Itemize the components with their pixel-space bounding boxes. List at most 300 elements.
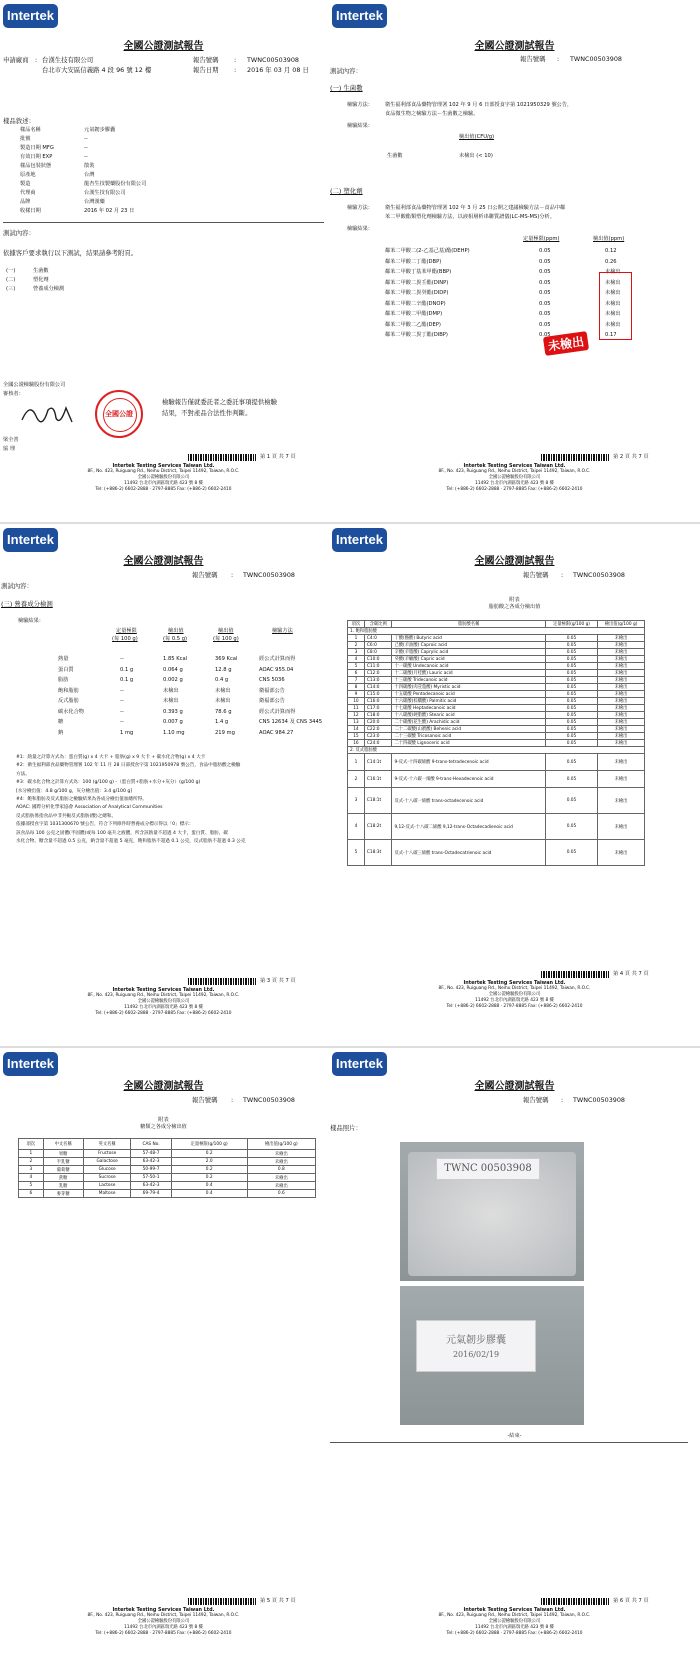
loq-value: 0.05 (539, 321, 551, 328)
table-row (19, 1182, 316, 1190)
sugar-cell: 0.4 (171, 1182, 247, 1190)
footer-tel: Tel: (+886-2) 6602-2888 · 2797-8885 Fax: (+886-2) 6602-2410 (446, 1631, 583, 1636)
loq-value: -- (120, 687, 124, 694)
found-value: 0.12 (605, 248, 617, 254)
row-num: 3 (348, 788, 365, 814)
carbon-ratio: C17:0 (364, 705, 392, 712)
signer-title: 協 理 (3, 446, 16, 452)
colon: : (231, 571, 234, 579)
sugar-cell: 果糖 (43, 1150, 83, 1158)
table-header: 項次 (348, 621, 365, 628)
note-line: 該食品每 100 公克之固體(半固體)或每 100 毫升之液體，所含該熱量不超過 4 大卡，蛋白質、脂肪、碳 (16, 830, 228, 836)
page-title: 全國公證測試報告 (123, 556, 204, 567)
found-value: 未檢出 (598, 740, 645, 747)
sample-photo-2 (400, 1286, 584, 1425)
table-header: 英文名稱 (83, 1139, 131, 1150)
fatty-acid-name: 二十四碳酸 Lignoceric acid (392, 740, 545, 747)
fatty-acid-name: 二十碳酸(花生酸) Arachidic acid (392, 719, 545, 726)
found-value: 0.26 (605, 258, 617, 265)
page-title: 全國公證測試報告 (123, 1081, 204, 1092)
footer-address: 8F., No. 423, Ruiguang Rd., Neihu District, Taipei 11492, Taiwan, R.O.C. (87, 993, 240, 998)
fatty-acid-name: 反式-十八碳三烯酸 trans-Octadecatrienoic acid (392, 840, 545, 866)
report-no-label: 報告號碼 (523, 571, 549, 579)
method-text: 食品微生物之檢驗方法－生菌數之檢驗。 (385, 111, 479, 117)
field-value: 2016 年 02 月 23 日 (84, 208, 135, 214)
footer (329, 463, 700, 493)
sugar-cell: 0.2 (171, 1166, 247, 1174)
table-row (19, 1166, 316, 1174)
table-header: 項次 (19, 1139, 44, 1150)
loq-value: 0.05 (545, 740, 597, 747)
field-value: 元氣韌步膠囊 (84, 127, 116, 133)
reviewer-label: 審核者： (3, 391, 24, 397)
carbon-ratio: C14:0 (364, 684, 392, 691)
item-name: 生菌數 (387, 153, 403, 159)
sugar-cell: Glucose (83, 1166, 131, 1174)
method-label: 檢驗方法： (347, 205, 373, 211)
found-per-100g: 0.4 g (215, 677, 229, 683)
column-header: 檢驗方法 (272, 628, 293, 634)
found-value: 未檢出 (598, 691, 645, 698)
loq-value: 0.05 (545, 712, 597, 719)
sugar-cell: 蔗糖 (43, 1174, 83, 1182)
row-num: 12 (348, 712, 365, 719)
footer-cn-address: 11492 台北市內湖區瑞光路 423 號 8 樓 (475, 998, 554, 1003)
loq-value: 0.05 (539, 311, 551, 317)
note-line: #2：衛生福利部食品藥物管理署 102 年 11 月 28 日部授食字第 1021950978 號公告，食品中脂肪酸之檢驗 (16, 763, 241, 769)
column-header: 檢出值 (218, 628, 234, 634)
table-row (348, 705, 645, 712)
row-num: 6 (348, 670, 365, 677)
sugar-cell: 葡萄糖 (43, 1166, 83, 1174)
barcode (541, 971, 609, 978)
found-value: 未檢出 (598, 719, 645, 726)
table-header: 中文名稱 (43, 1139, 83, 1150)
report-page-1 (0, 0, 327, 520)
report-no: TWNC00503908 (247, 56, 299, 64)
found-value: 未檢出 (598, 814, 645, 840)
test-name: 生菌數 (33, 268, 49, 274)
fatty-acid-name: 反式-十八碳一烯酸 trans-octadecenoic acid (392, 788, 545, 814)
plasticizer-name: 鄰苯二甲酸二丁酯(DBP) (385, 258, 442, 265)
row-num: 8 (348, 684, 365, 691)
sugar-cell: 1 (19, 1150, 44, 1158)
fatty-acid-table (347, 620, 645, 866)
column-header: 檢出值(ppm) (593, 236, 625, 242)
found-per-100g: 12.8 g (215, 666, 232, 673)
fatty-acid-name: 十二碳酸(月桂酸) Lauric acid (392, 670, 545, 677)
field-label: 製造日期 MFG (20, 145, 54, 151)
sugar-cell: 57-50-1 (131, 1174, 171, 1182)
loq-value: 1 mg (120, 729, 134, 736)
result-label: 檢驗結果： (347, 226, 373, 232)
field-label: 製造 (20, 181, 31, 187)
column-header: (每 100 g) (213, 636, 239, 642)
applicant-address: 台北市大安區信義路 4 段 96 號 12 樓 (42, 66, 152, 74)
found-per-serving: 未檢出 (163, 698, 179, 704)
loq-value: -- (120, 708, 124, 715)
found-per-100g: 1.4 g (215, 719, 229, 725)
footer-tel: Tel: (+886-2) 6602-2888 · 2797-8885 Fax: (+886-2) 6602-2410 (446, 487, 583, 492)
found-value: 未檢出 (598, 754, 645, 771)
fatty-acid-name: 十八碳酸(硬脂酸) Stearic acid (392, 712, 545, 719)
row-num: 10 (348, 698, 365, 705)
footer-tel: Tel: (+886-2) 6602-2888 · 2797-8885 Fax: (+886-2) 6602-2410 (95, 1011, 232, 1016)
sugar-cell: 4 (19, 1174, 44, 1182)
table-caption: 糖類之各成分檢出值 (140, 1124, 187, 1130)
fatty-acid-name: 十三碳酸 Tridecanoic acid (392, 677, 545, 684)
found-value: 未檢出 (605, 290, 621, 296)
fatty-acid-name: 二十二碳酸(山嵛酸) Behenic acid (392, 726, 545, 733)
found-per-serving: 1.85 Kcal (163, 656, 188, 662)
section-heading: (三) 營養成分檢測 (1, 600, 53, 608)
test-name: 塑化劑 (33, 277, 49, 283)
disclaimer-line-2: 結果，不對產品合法性作判斷。 (162, 409, 252, 417)
footer-cn-address: 11492 台北市內湖區瑞光路 423 號 8 樓 (475, 481, 554, 486)
table-row (348, 712, 645, 719)
applicant-name: 台漢生技有限公司 (42, 56, 94, 64)
group-header: 2. 反式脂肪酸 (348, 747, 645, 754)
divider (3, 222, 324, 223)
loq-value: 0.05 (545, 691, 597, 698)
table-row (348, 788, 645, 814)
carbon-ratio: C4:0 (364, 635, 392, 642)
sugar-cell: 半乳糖 (43, 1158, 83, 1166)
fatty-acid-name: 9-反式-十四碳烯酸 9-trans-tetradecenoic acid (392, 754, 545, 771)
photo-label: 樣品照片： (330, 1124, 362, 1132)
section-heading: (一) 生菌數 (330, 84, 363, 92)
barcode (188, 1598, 256, 1605)
intertek-logo: Intertek (332, 1052, 387, 1076)
field-label: 代理商 (20, 190, 36, 196)
intertek-logo: Intertek (3, 1052, 58, 1076)
sugar-cell: 63-42-3 (131, 1158, 171, 1166)
table-header: 含碳比例 (364, 621, 392, 628)
group-header: 1. 飽和脂肪酸 (348, 628, 645, 635)
fatty-acid-name: 十四碳酸(肉荳蔻酸) Myristic acid (392, 684, 545, 691)
field-value: 龍杏生技製藥股份有限公司 (84, 181, 147, 187)
note-line: 水化合物、糖含量不超過 0.5 公克，鈉含量不超過 5 毫克，飽和脂肪不超過 0.1 公克，反式脂肪不超過 0.3 公克 (16, 839, 246, 844)
row-num: 4 (348, 656, 365, 663)
footer-cn-company: 全國公證檢驗股份有限公司 (137, 999, 190, 1004)
note-line: AOAC: 國際分析化學家協會 Association of Analytical Communities (16, 805, 163, 811)
table-row (348, 733, 645, 740)
carbon-ratio: C12:0 (364, 670, 392, 677)
found-value: 未檢出 (598, 677, 645, 684)
report-page-4 (329, 524, 700, 1044)
colon: : (557, 55, 560, 63)
found-per-serving: 0.393 g (163, 708, 183, 715)
footer-tel: Tel: (+886-2) 6602-2888 · 2797-8885 Fax: (+886-2) 6602-2410 (95, 1631, 232, 1636)
table-row (19, 1174, 316, 1182)
sugar-cell: 乳糖 (43, 1182, 83, 1190)
loq-value: 0.05 (539, 290, 551, 296)
found-value: 未檢出 (598, 684, 645, 691)
test-label: 測試內容： (1, 582, 33, 590)
sugar-cell: Fructose (83, 1150, 131, 1158)
sugar-cell: 麥芽糖 (43, 1190, 83, 1198)
field-label: 樣品包裝狀態 (20, 163, 52, 169)
row-num: 11 (348, 705, 365, 712)
sugar-cell: 5 (19, 1182, 44, 1190)
found-value: 未檢出 (598, 705, 645, 712)
carbon-ratio: C24:0 (364, 740, 392, 747)
loq-value: 0.05 (545, 635, 597, 642)
nutrient-name: 脂肪 (58, 677, 69, 683)
footer-tel: Tel: (+886-2) 6602-2888 · 2797-8885 Fax: (+886-2) 6602-2410 (95, 487, 232, 492)
page-number: 第 5 頁 共 7 頁 (260, 1598, 296, 1604)
footer (329, 1607, 700, 1637)
found-value: 未檢出 (605, 269, 621, 275)
found-value: 未檢出 (605, 321, 621, 328)
carbon-ratio: C15:0 (364, 691, 392, 698)
found-value: 未檢出 (598, 649, 645, 656)
sugar-cell: 50-99-7 (131, 1166, 171, 1174)
footer-cn-address: 11492 台北市內湖區瑞光路 423 號 8 樓 (124, 1625, 203, 1630)
row-num: 1 (348, 754, 365, 771)
method: 衛福部公告 (259, 698, 285, 704)
loq-value: -- (120, 656, 124, 662)
fatty-acid-name: 9,12-反式-十八碳二烯酸 9,12-trans-Octadecadienoic acid (392, 814, 545, 840)
row-num: 14 (348, 726, 365, 733)
carbon-ratio: C6:0 (364, 642, 392, 649)
table-header: 檢出值(g/100 g) (247, 1139, 315, 1150)
footer (329, 980, 700, 1010)
row-num: 4 (348, 814, 365, 840)
field-value: -- (84, 136, 88, 142)
footer-company: Intertek Testing Services Taiwan Ltd. (112, 463, 215, 469)
method-text: 衛生福利部食品藥物管理署 102 年 9 月 6 日部授食字第 1021950329 號公告， (385, 102, 573, 108)
table-row (348, 642, 645, 649)
end-marker: -結束- (507, 1433, 522, 1439)
sugar-cell: 2 (19, 1158, 44, 1166)
found-value: 未檢出 (605, 279, 621, 286)
report-page-6 (329, 1048, 700, 1680)
found-value: 未檢出 (598, 698, 645, 705)
report-no-label: 報告號碼 (192, 571, 218, 579)
nutrient-name: 蛋白質 (58, 666, 74, 673)
barcode (188, 978, 256, 985)
colon: : (231, 1096, 234, 1104)
sugar-cell: 57-48-7 (131, 1150, 171, 1158)
plasticizer-name: 鄰苯二甲酸二辛酯(DNOP) (385, 300, 446, 307)
table-row (348, 649, 645, 656)
sugar-cell: 63-42-3 (131, 1182, 171, 1190)
sugar-cell: 未檢出 (247, 1182, 315, 1190)
column-header: 檢出值 (168, 628, 184, 634)
field-value: -- (84, 145, 88, 151)
test-header: 測試內容： (3, 229, 35, 237)
fatty-acid-name: 辛酸(羊脂酸) Caprylic acid (392, 649, 545, 656)
table-header: 脂肪酸名稱 (392, 621, 545, 628)
method: CNS 12634 及 CNS 3445 (259, 719, 323, 725)
carbon-ratio: C18:2t (364, 814, 392, 840)
footer-address: 8F., No. 423, Ruiguang Rd., Neihu District, Taipei 11492, Taiwan, R.O.C. (87, 469, 240, 474)
loq-value: 0.05 (545, 754, 597, 771)
sample-header: 樣品敘述： (3, 117, 35, 125)
colon: : (561, 571, 564, 579)
field-value: 台灣漢藥 (84, 199, 105, 205)
loq-value: 0.05 (539, 332, 551, 338)
footer-company: Intertek Testing Services Taiwan Ltd. (112, 1607, 215, 1613)
test-label: 測試內容： (330, 67, 362, 75)
plasticizer-name: 鄰苯二甲酸二(2-乙基己基)酯(DEHP) (385, 248, 470, 254)
row-num: 15 (348, 733, 365, 740)
table-row (348, 740, 645, 747)
carbon-ratio: C18:0 (364, 712, 392, 719)
plasticizer-name: 鄰苯二甲酸丁基苯甲酯(BBP) (385, 269, 452, 275)
note-line: #4：飽和脂肪及反式脂肪之檢驗結果為各成分檢出值加總所得。 (16, 797, 147, 802)
method: AOAC 984.27 (259, 729, 294, 736)
loq-value: 0.05 (539, 279, 551, 286)
footer-company: Intertek Testing Services Taiwan Ltd. (112, 987, 215, 993)
table-row (348, 670, 645, 677)
method: CNS 5036 (259, 677, 285, 683)
loq-value: 0.05 (545, 719, 597, 726)
fatty-acid-name: 十五碳酸 Pentadecanoic acid (392, 691, 545, 698)
row-num: 2 (348, 642, 365, 649)
test-name: 營養成分檢測 (33, 286, 65, 292)
report-no-label: 報告號碼 (192, 1096, 218, 1104)
intertek-logo: Intertek (3, 528, 58, 552)
sugar-cell: Galactose (83, 1158, 131, 1166)
colon: : (35, 56, 38, 64)
table-header: 定量極限(g/100 g) (545, 621, 597, 628)
row-num: 7 (348, 677, 365, 684)
found-per-100g: 369 Kcal (215, 656, 238, 662)
intertek-logo: Intertek (332, 528, 387, 552)
field-value: 散裝 (84, 163, 95, 169)
disclaimer-line-1: 檢驗報告僅就委託者之委託事項提供檢驗 (162, 398, 278, 406)
highlight-box (599, 272, 632, 340)
fatty-acid-name: 癸酸(羊蠟酸) Capric acid (392, 656, 545, 663)
field-label: 有效日期 EXP (20, 154, 53, 160)
table-caption: 附表 (509, 597, 520, 603)
sample-photo-1 (400, 1142, 584, 1281)
row-num: 2 (348, 771, 365, 788)
sugar-cell: 2.0 (171, 1158, 247, 1166)
colon: : (234, 56, 237, 64)
carbon-ratio: C11:0 (364, 663, 392, 670)
found-per-serving: 0.002 g (163, 677, 183, 683)
loq-value: 0.05 (545, 814, 597, 840)
table-header: CAS No. (131, 1139, 171, 1150)
loq-value: -- (120, 719, 124, 725)
page-title: 全國公證測試報告 (474, 556, 555, 567)
found-value: 未檢出 (598, 663, 645, 670)
column-header: (每 0.5 g) (163, 636, 188, 642)
table-header: 檢出值(g/100 g) (598, 621, 645, 628)
note-line: 方法。 (16, 771, 30, 777)
field-label: 原產地 (20, 172, 36, 178)
carbon-ratio: C16:1t (364, 771, 392, 788)
column-header: (每 100 g) (112, 636, 138, 642)
sugar-cell: Maltose (83, 1190, 131, 1198)
footer-tel: Tel: (+886-2) 6602-2888 · 2797-8885 Fax: (+886-2) 6602-2410 (446, 1004, 583, 1009)
report-no: TWNC00503908 (570, 55, 622, 63)
sugar-cell: 0.2 (171, 1150, 247, 1158)
sample-name: 元氣韌步膠囊 (446, 1335, 506, 1346)
footer-address: 8F., No. 423, Ruiguang Rd., Neihu District, Taipei 11492, Taiwan, R.O.C. (438, 986, 591, 991)
footer-cn-company: 全國公證檢驗股份有限公司 (137, 1619, 190, 1624)
found-value: 未檢出 (598, 726, 645, 733)
found-per-serving: 0.007 g (163, 719, 183, 725)
footer-cn-address: 11492 台北市內湖區瑞光路 423 號 8 樓 (124, 481, 203, 486)
fatty-acid-name: 十六碳酸(棕櫚酸) Palmitic acid (392, 698, 545, 705)
table-row (348, 754, 645, 771)
method-text: 衛生福利部食品藥物管理署 102 年 3 月 25 日公開之建議檢驗方法－食品中鄰 (385, 205, 566, 211)
field-value: 台漢生技有限公司 (84, 190, 126, 196)
loq-value: 0.05 (545, 726, 597, 733)
plasticizer-name: 鄰苯二甲酸二異壬酯(DINP) (385, 279, 449, 286)
report-no: TWNC00503908 (573, 1096, 625, 1104)
table-row (348, 656, 645, 663)
table-row (348, 691, 645, 698)
found-value: 未檢出 (598, 771, 645, 788)
note-line: 依據部授食字第 1031300670 號公告，符合下列條件時營養成分標示得以「0」標示： (16, 822, 194, 828)
found-value: 未檢出 (598, 670, 645, 677)
sugar-cell: 0.2 (171, 1174, 247, 1182)
sugar-cell: 0.8 (247, 1166, 315, 1174)
page-title: 全國公證測試報告 (474, 1081, 555, 1092)
loq-value: 0.05 (545, 649, 597, 656)
nutrient-name: 飽和脂肪 (58, 687, 79, 694)
plasticizer-name: 鄰苯二甲酸二乙酯(DEP) (385, 321, 441, 328)
loq-value: 0.05 (545, 840, 597, 866)
row-num: 3 (348, 649, 365, 656)
sugar-cell: Sucrose (83, 1174, 131, 1182)
carbon-ratio: C22:0 (364, 726, 392, 733)
barcode (541, 1598, 609, 1605)
carbon-ratio: C14:1t (364, 754, 392, 771)
not-detected-stamp: 未檢出 (543, 331, 589, 356)
fatty-acid-name: 9-反式-十六碳一烯酸 9-trans-Hexadecenoic acid (392, 771, 545, 788)
carbon-ratio: C16:0 (364, 698, 392, 705)
column-header: 檢出值(CFU/g) (459, 134, 495, 140)
page-number: 第 1 頁 共 7 頁 (260, 454, 296, 460)
found-per-serving: 未檢出 (163, 687, 179, 694)
report-page-5 (0, 1048, 327, 1680)
field-label: 收樣日期 (20, 208, 41, 214)
footer-cn-company: 全國公證檢驗股份有限公司 (137, 475, 190, 480)
loq-value: 0.05 (545, 684, 597, 691)
footer-address: 8F., No. 423, Ruiguang Rd., Neihu District, Taipei 11492, Taiwan, R.O.C. (438, 1613, 591, 1618)
found-value: 0.17 (605, 332, 617, 338)
colon: : (561, 1096, 564, 1104)
section-heading: (二) 塑化劑 (330, 187, 363, 195)
sugar-cell: 3 (19, 1166, 44, 1174)
barcode (188, 454, 256, 461)
sugar-cell: 未檢出 (247, 1174, 315, 1182)
sugar-cell: Lactose (83, 1182, 131, 1190)
loq-value: 0.05 (545, 788, 597, 814)
footer-cn-company: 全國公證檢驗股份有限公司 (488, 1619, 541, 1624)
loq-value: -- (120, 698, 124, 704)
row-num: 16 (348, 740, 365, 747)
footer (0, 463, 327, 493)
applicant-label: 申請廠商 (3, 56, 29, 64)
footer-address: 8F., No. 423, Ruiguang Rd., Neihu District, Taipei 11492, Taiwan, R.O.C. (87, 1613, 240, 1618)
plasticizer-name: 鄰苯二甲酸二異丁酯(DIBP) (385, 332, 448, 338)
report-no: TWNC00503908 (573, 571, 625, 579)
divider (330, 1442, 688, 1443)
loq-value: 0.05 (545, 663, 597, 670)
found-value: 未檢出 (598, 635, 645, 642)
found-per-100g: 78.6 g (215, 708, 232, 715)
table-caption: 脂肪酸之各成分檢出值 (488, 604, 541, 610)
found-value: 未檢出 (598, 712, 645, 719)
nutrient-name: 反式脂肪 (58, 698, 79, 704)
